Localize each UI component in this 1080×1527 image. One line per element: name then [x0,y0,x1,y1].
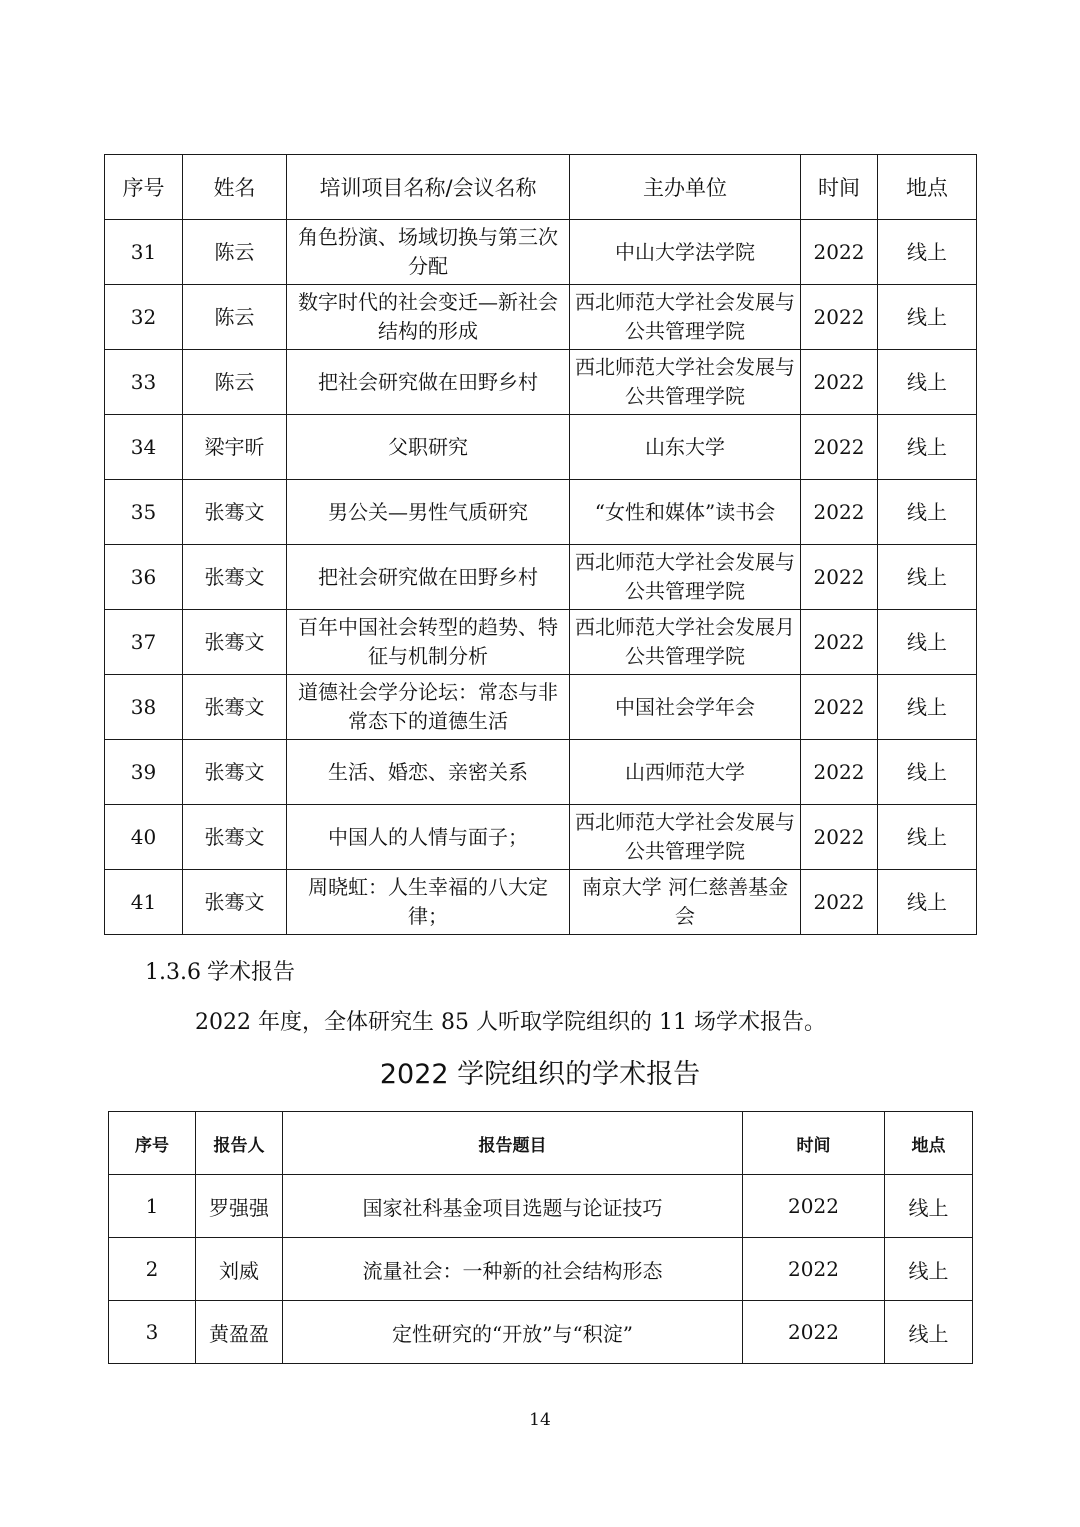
table-cell: 线上 [878,805,977,870]
table-cell: 陈云 [183,285,287,350]
table-header-row [109,1112,973,1175]
table-cell: 线上 [878,285,977,350]
header-cell: 培训项目名称/会议名称 [287,155,570,220]
table-cell: 张骞文 [183,480,287,545]
table-cell: 线上 [878,220,977,285]
header-cell: 姓名 [183,155,287,220]
summary-paragraph: 2022 年度，全体研究生 85 人听取学院组织的 11 场学术报告。 [195,1010,826,1035]
table-row [105,480,977,545]
table-cell: 西北师范大学社会发展与公共管理学院 [570,805,801,870]
header-cell: 序号 [109,1112,196,1175]
table-cell: 中国社会学年会 [570,675,801,740]
table-cell: 张骞文 [183,805,287,870]
table-cell: 父职研究 [287,415,570,480]
table-cell: 1 [109,1175,196,1238]
table-title: 2022 学院组织的学术报告 [379,1059,701,1090]
table-cell: 35 [105,480,183,545]
table-cell: 40 [105,805,183,870]
table-cell: 张骞文 [183,675,287,740]
table-cell: 张骞文 [183,870,287,935]
table-row [109,1301,973,1364]
header-cell: 地点 [878,155,977,220]
table-cell: 西北师范大学社会发展与公共管理学院 [570,285,801,350]
header-cell: 报告题目 [283,1112,743,1175]
header-cell: 时间 [743,1112,885,1175]
header-cell: 序号 [105,155,183,220]
table-cell: 数字时代的社会变迁—新社会结构的形成 [287,285,570,350]
table-cell: 生活、婚恋、亲密关系 [287,740,570,805]
table-row [105,675,977,740]
table-row [109,1175,973,1238]
table-cell: 西北师范大学社会发展月公共管理学院 [570,610,801,675]
table-cell: “女性和媒体”读书会 [570,480,801,545]
table-cell: 2022 [801,350,878,415]
table-cell: 38 [105,675,183,740]
table-row [105,610,977,675]
table-row [105,220,977,285]
table-cell: 2022 [801,285,878,350]
table-cell: 线上 [878,870,977,935]
training-table [104,154,977,935]
table-cell: 线上 [878,675,977,740]
table-cell: 线上 [885,1238,973,1301]
table-cell: 陈云 [183,350,287,415]
table-row [105,870,977,935]
table-header-row [105,155,977,220]
section-title: 学术报告 [206,960,295,985]
table-row [105,285,977,350]
header-cell: 地点 [885,1112,973,1175]
table-cell: 道德社会学分论坛：常态与非常态下的道德生活 [287,675,570,740]
table-cell: 中国人的人情与面子； [287,805,570,870]
table-cell: 线上 [878,350,977,415]
table-cell: 线上 [885,1301,973,1364]
table-row [105,740,977,805]
table-cell: 百年中国社会转型的趋势、特征与机制分析 [287,610,570,675]
table-cell: 2022 [801,675,878,740]
section-heading [145,955,295,986]
table-cell: 张骞文 [183,545,287,610]
table-cell: 线上 [878,545,977,610]
table-row [105,805,977,870]
table-cell: 陈云 [183,220,287,285]
table-cell: 2022 [801,415,878,480]
table-cell: 2022 [801,480,878,545]
header-cell: 主办单位 [570,155,801,220]
table-cell: 黄盈盈 [196,1301,283,1364]
table-cell: 36 [105,545,183,610]
table-cell: 2022 [801,805,878,870]
table-cell: 西北师范大学社会发展与公共管理学院 [570,545,801,610]
table-cell: 张骞文 [183,610,287,675]
table-cell: 男公关—男性气质研究 [287,480,570,545]
page-number: 14 [529,1410,551,1430]
table-cell: 周晓虹：人生幸福的八大定律； [287,870,570,935]
table-cell: 2022 [801,740,878,805]
table-cell: 39 [105,740,183,805]
table-row [105,545,977,610]
table-cell: 33 [105,350,183,415]
table-cell: 山东大学 [570,415,801,480]
table-cell: 2022 [743,1175,885,1238]
table-cell: 2022 [743,1301,885,1364]
table-cell: 刘威 [196,1238,283,1301]
table-cell: 线上 [885,1175,973,1238]
table-cell: 中山大学法学院 [570,220,801,285]
table-cell: 把社会研究做在田野乡村 [287,350,570,415]
table-cell: 南京大学 河仁慈善基金会 [570,870,801,935]
table-cell: 西北师范大学社会发展与公共管理学院 [570,350,801,415]
table-cell: 2022 [743,1238,885,1301]
table-cell: 角色扮演、场域切换与第三次分配 [287,220,570,285]
table-cell: 31 [105,220,183,285]
table-cell: 定性研究的“开放”与“积淀” [283,1301,743,1364]
reports-table [108,1111,973,1364]
table-cell: 流量社会：一种新的社会结构形态 [283,1238,743,1301]
table-row [105,415,977,480]
table-cell: 梁宇昕 [183,415,287,480]
table-cell: 罗强强 [196,1175,283,1238]
table-row [109,1238,973,1301]
table-cell: 线上 [878,740,977,805]
table-cell: 张骞文 [183,740,287,805]
table-row [105,350,977,415]
table-cell: 32 [105,285,183,350]
table-cell: 线上 [878,610,977,675]
section-number: 1.3.6 [145,960,201,985]
table-cell: 41 [105,870,183,935]
table-cell: 2022 [801,610,878,675]
table-cell: 2022 [801,870,878,935]
table-cell: 37 [105,610,183,675]
table-cell: 国家社科基金项目选题与论证技巧 [283,1175,743,1238]
table-cell: 把社会研究做在田野乡村 [287,545,570,610]
table-cell: 线上 [878,415,977,480]
header-cell: 报告人 [196,1112,283,1175]
table-cell: 线上 [878,480,977,545]
table-cell: 山西师范大学 [570,740,801,805]
table-cell: 2022 [801,220,878,285]
header-cell: 时间 [801,155,878,220]
table-cell: 3 [109,1301,196,1364]
table-cell: 34 [105,415,183,480]
table-cell: 2 [109,1238,196,1301]
table-cell: 2022 [801,545,878,610]
